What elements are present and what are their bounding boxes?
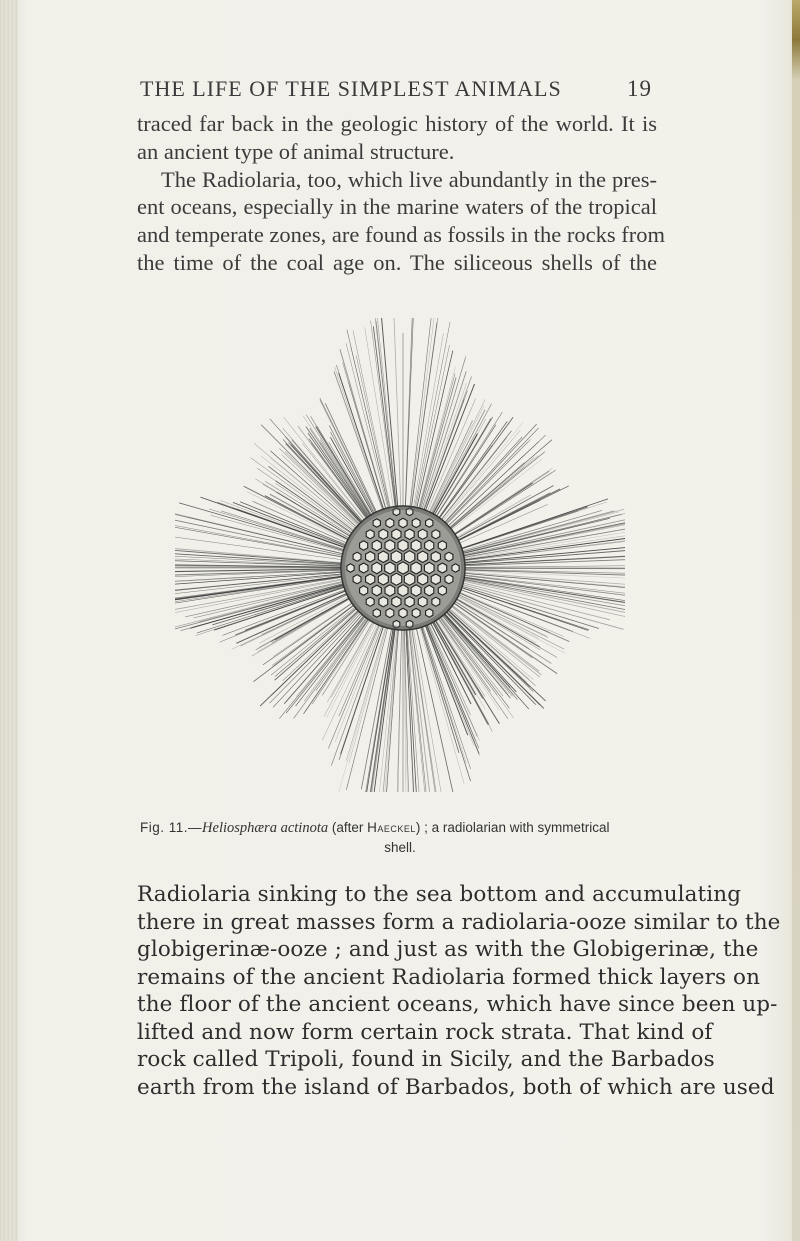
spine <box>459 509 624 553</box>
spine <box>331 623 383 766</box>
spine <box>461 568 625 569</box>
shell-pore <box>366 552 375 563</box>
figure-caption <box>140 818 660 858</box>
spine <box>434 617 485 697</box>
spine <box>458 586 589 629</box>
shell-pore <box>372 585 381 596</box>
caption-text: (after <box>328 820 368 835</box>
shell-pore <box>366 574 375 585</box>
shell-pore <box>391 551 402 563</box>
shell-pore <box>418 529 427 539</box>
text-line: earth from the island of Barbados, both of which are used <box>137 1074 775 1100</box>
figure-label: Fig. 11.— <box>140 820 203 835</box>
page-number: 19 <box>627 76 652 101</box>
text-line: Radiolaria sinking to the sea bottom and accumulating <box>137 882 742 907</box>
shell-pore <box>425 540 434 551</box>
spine <box>259 596 353 648</box>
caption-line-1 <box>140 818 660 838</box>
shell-pore <box>452 564 459 572</box>
shell-pore <box>379 529 388 539</box>
shell-pore <box>426 519 433 527</box>
spine <box>454 596 536 642</box>
shell-pore <box>398 540 408 552</box>
shell-pore <box>386 608 394 617</box>
top-paragraph <box>137 110 665 277</box>
spine <box>405 318 414 510</box>
page-gutter-edge <box>0 0 18 1241</box>
shell-pore <box>404 551 415 563</box>
shell-pore <box>424 562 434 573</box>
spine <box>397 626 402 792</box>
shell-pore <box>404 573 415 585</box>
shell-pore <box>411 540 421 551</box>
spine <box>430 410 485 517</box>
text-line: The Radiolaria, too, which live abundantly in the pres- <box>161 166 657 192</box>
shell-pore <box>412 518 420 527</box>
spine <box>179 503 347 552</box>
caption-line-2: shell. <box>384 840 416 855</box>
spine <box>460 579 625 613</box>
shell-pore <box>431 574 440 585</box>
shell-pore <box>391 573 402 585</box>
spine <box>339 621 380 716</box>
spine <box>461 573 625 590</box>
page-outer-edge <box>792 0 800 1241</box>
shell-pore <box>386 518 394 527</box>
spine <box>425 622 479 754</box>
radiolarian-illustration <box>175 318 625 792</box>
text-line: the floor of the ancient oceans, which have since been up- <box>137 992 778 1017</box>
shell-pore <box>398 585 408 597</box>
shell-pore <box>418 551 428 563</box>
spine <box>411 323 437 511</box>
shell-pore <box>360 541 368 550</box>
shell-pore <box>373 519 380 527</box>
running-title: THE LIFE OF THE SIMPLEST ANIMALS <box>140 76 562 101</box>
spine <box>405 318 413 510</box>
shell-pore <box>378 551 388 563</box>
spine <box>461 565 625 567</box>
shell-pore <box>426 609 433 617</box>
shell-pore <box>347 564 354 572</box>
spine <box>244 486 352 541</box>
shell-pore <box>411 585 421 596</box>
spine <box>351 347 390 512</box>
spine <box>420 624 459 753</box>
shell-pore <box>359 563 368 573</box>
shell-pore <box>366 530 374 539</box>
spine <box>222 588 349 635</box>
shell-pore <box>392 529 401 540</box>
lattice-shell <box>341 506 465 630</box>
spine <box>329 442 374 518</box>
shell-pore <box>411 562 421 574</box>
shell-pore <box>399 608 407 617</box>
text-line: remains of the ancient Radiolaria formed thick layers on <box>137 964 761 990</box>
shell-pore <box>385 585 395 596</box>
shell-pore <box>385 540 395 551</box>
caption-text: ) ; a radiolarian with symmetrical <box>415 820 610 835</box>
spine <box>458 587 588 631</box>
spine <box>376 321 396 510</box>
spine <box>460 580 625 618</box>
shell-pore <box>438 541 446 550</box>
shell-pore <box>373 609 380 617</box>
text-line: ent oceans, especially in the marine waters of the tropical <box>137 194 657 220</box>
spine <box>361 625 392 789</box>
spine <box>304 616 371 714</box>
spine <box>273 601 355 657</box>
spine <box>459 582 610 620</box>
shell-pore <box>378 574 388 586</box>
shell-pore <box>412 608 420 617</box>
shell-pore <box>398 562 409 574</box>
spine <box>461 570 625 577</box>
spine <box>442 611 516 692</box>
shell-pore <box>432 530 440 539</box>
text-line: lifted and now form certain rock strata. That kind of <box>137 1019 713 1045</box>
shell-pore <box>425 585 434 596</box>
spine <box>289 442 364 525</box>
shell-pore <box>379 597 388 607</box>
spine <box>461 559 625 566</box>
text-line: there in great masses form a radiolaria-ooze similar to the <box>137 909 781 935</box>
shell-pore <box>392 597 401 608</box>
shell-pore <box>445 575 453 584</box>
shell-pore <box>372 562 382 573</box>
shell-pore <box>405 597 414 608</box>
spine <box>296 614 368 706</box>
text-line: and temperate zones, are found as fossils in the rocks from <box>137 222 665 248</box>
spine <box>429 620 471 704</box>
text-line: rock called Tripoli, found in Sicily, and the Barbados <box>137 1047 715 1072</box>
shell-pore <box>405 529 414 540</box>
shell-pore <box>353 552 361 561</box>
shell-pore <box>360 586 368 595</box>
spine <box>394 318 401 510</box>
radiolarian-figure <box>175 318 625 792</box>
spine <box>418 373 455 512</box>
species-name: Heliosphæra actinota <box>202 820 329 836</box>
shell-pore <box>418 574 428 586</box>
shell-pore <box>438 586 446 595</box>
shell-pore <box>431 552 440 563</box>
text-line: the time of the coal age on. The siliceous shells of the <box>137 249 657 275</box>
spine <box>448 452 545 531</box>
bottom-paragraph <box>137 881 781 1101</box>
text-line: an ancient type of animal structure. <box>137 138 455 164</box>
shell-pore <box>366 597 374 606</box>
text-line: traced far back in the geologic history of the world. It is <box>137 111 657 136</box>
shell-pore <box>432 597 440 606</box>
shell-pore <box>418 597 427 607</box>
shell-pore <box>372 540 381 551</box>
shell-pore <box>399 518 407 527</box>
shell-pore <box>385 562 395 574</box>
text-line: globigerinæ-ooze ; and just as with the Globigerinæ, the <box>137 937 759 962</box>
spine <box>296 613 366 697</box>
author-name: Haeckel <box>367 820 416 835</box>
shell-pore <box>438 563 447 573</box>
shell-pore <box>353 575 361 584</box>
shell-pore <box>445 552 453 561</box>
